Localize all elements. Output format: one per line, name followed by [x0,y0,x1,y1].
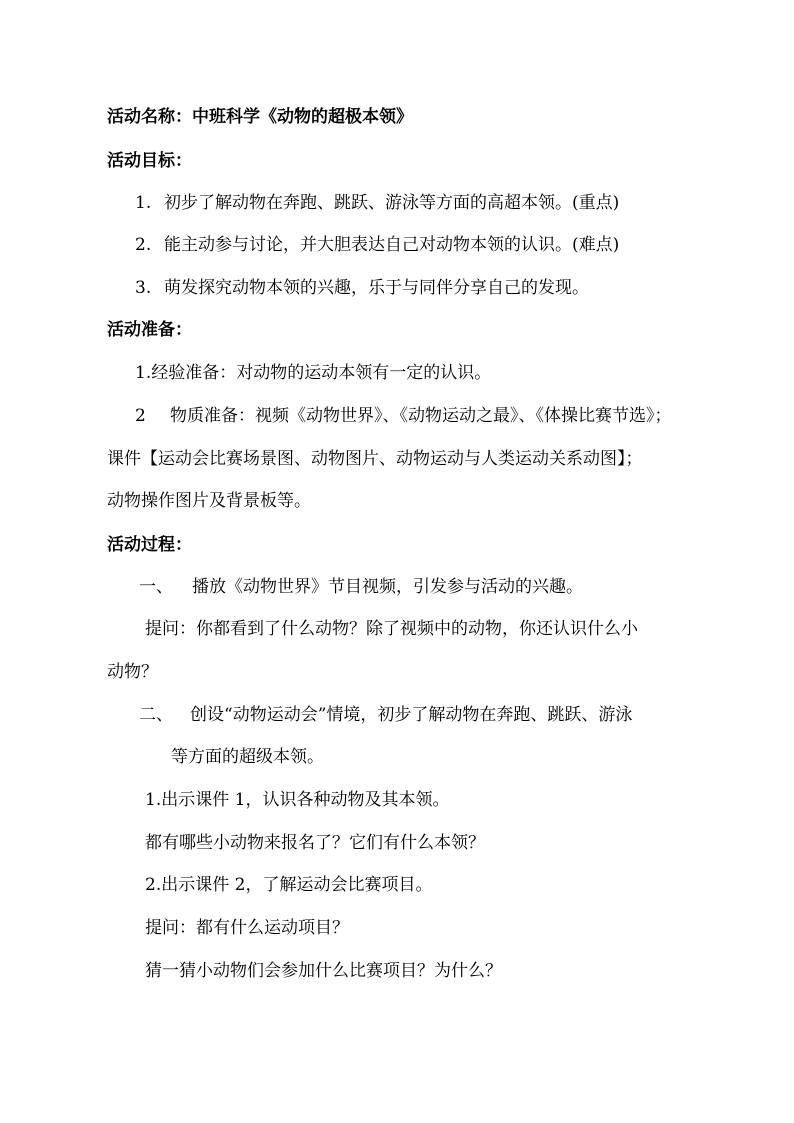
step-1-question-line1: 提问：你都看到了什么动物？除了视频中的动物，你还认识什么小 [145,619,638,639]
goal-number: 2. [135,235,152,255]
process-heading: 活动过程： [107,535,192,555]
goal-text: 能主动参与讨论，并大胆表达自己对动物本领的认识。(难点) [164,235,620,255]
step-1-question-line2: 动物？ [107,662,158,682]
prep-item-2-number: 2 [135,406,146,426]
step-2-item-2-question-1: 提问：都有什么运动项目？ [145,918,349,938]
prep-item-2-text: 物质准备：视频《动物世界》、《动物运动之最》、《体操比赛节选》； [170,406,672,426]
step-2-item-2: 2.出示课件 2，了解运动会比赛项目。 [145,875,433,895]
step-2-item-1: 1.出示课件 1，认识各种动物及其本领。 [145,790,450,810]
goals-heading: 活动目标： [107,151,192,171]
step-2-item-2-question-2: 猜一猜小动物们会参加什么比赛项目？为什么？ [145,961,502,981]
prep-heading: 活动准备： [107,320,192,340]
step-2-item-1-question: 都有哪些小动物来报名了？它们有什么本领？ [145,833,485,853]
step-1-text: 播放《动物世界》节目视频，引发参与活动的兴趣。 [192,577,583,597]
prep-item-2-line3: 动物操作图片及背景板等。 [107,491,311,511]
goal-number: 1. [135,193,152,213]
step-2-number: 二、 [139,705,173,725]
goal-text: 萌发探究动物本领的兴趣，乐于与同伴分享自己的发现。 [164,278,589,298]
step-1-number: 一、 [139,577,173,597]
prep-item-1: 1.经验准备：对动物的运动本领有一定的认识。 [135,363,492,383]
step-2-text-line1: 创设“动物运动会”情境，初步了解动物在奔跑、跳跃、游泳 [190,705,633,725]
goal-text: 初步了解动物在奔跑、跳跃、游泳等方面的高超本领。(重点) [164,193,620,213]
activity-title: 活动名称：中班科学《动物的超极本领》 [107,107,413,127]
goal-number: 3. [135,278,152,298]
prep-item-2-line2: 课件【运动会比赛场景图、动物图片、动物运动与人类运动关系动图】； [107,449,643,469]
step-2-text-line2: 等方面的超级本领。 [171,747,324,767]
